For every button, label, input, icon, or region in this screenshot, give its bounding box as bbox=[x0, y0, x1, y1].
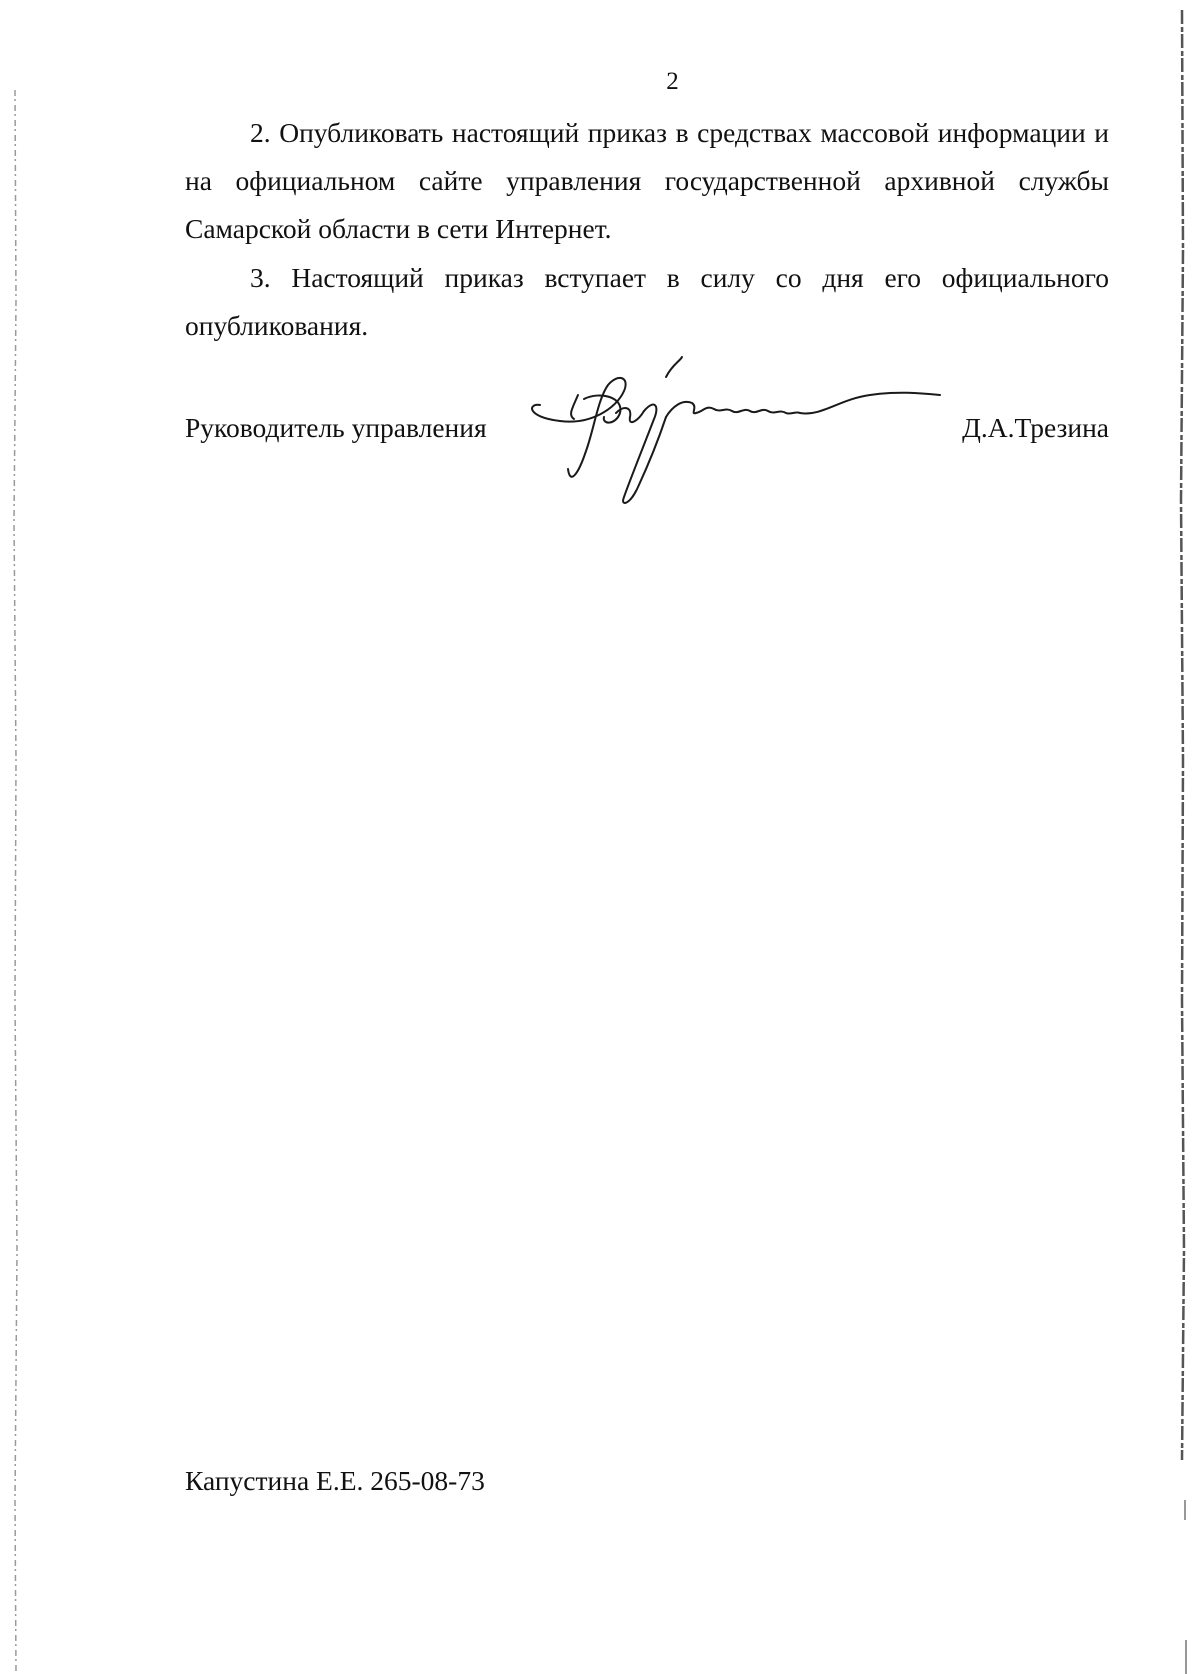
paragraph-3: 3. Настоящий приказ вступает в силу со дня его официального опубликования. bbox=[185, 262, 1109, 341]
signer-title: Руководитель управления bbox=[185, 412, 487, 443]
paragraph-2: 2. Опубликовать настоящий приказ в средствах массовой информации и на официальном сайте управления государственной архивной службы Самарской области в сети Интернет. bbox=[185, 117, 1109, 244]
scan-right-edge bbox=[1174, 0, 1200, 1674]
handwritten-signature bbox=[520, 355, 960, 515]
scan-left-edge bbox=[0, 0, 22, 1674]
page-number: 2 bbox=[666, 68, 679, 95]
executor-contact: Капустина Е.Е. 265-08-73 bbox=[185, 1465, 485, 1496]
signer-name: Д.А.Трезина bbox=[962, 412, 1109, 443]
